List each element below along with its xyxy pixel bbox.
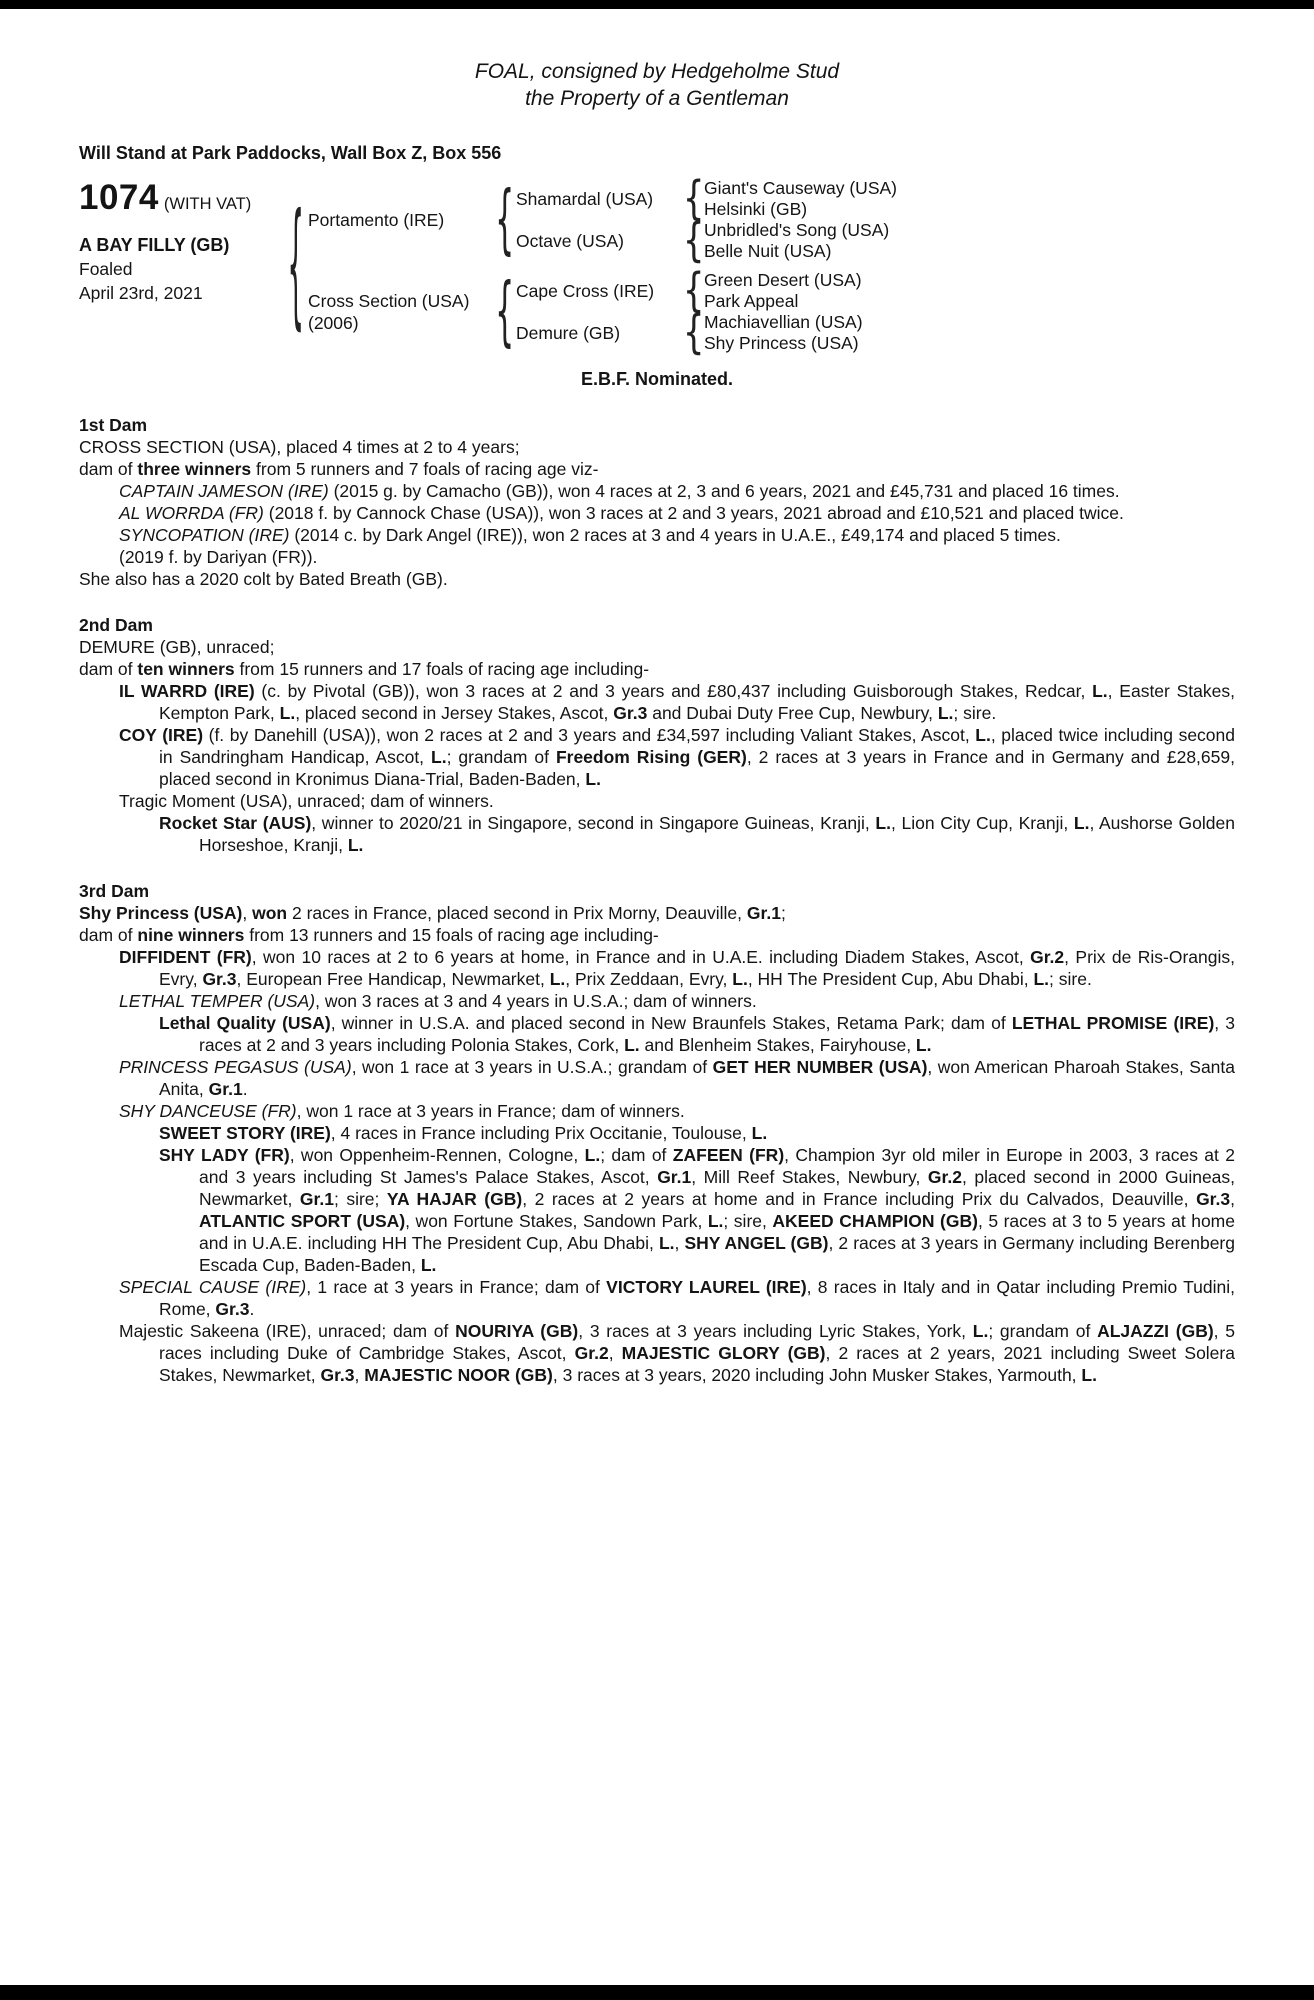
pedigree-paragraph: [79, 924, 1235, 946]
emphasis-run: SWEET STORY (IRE): [159, 1123, 331, 1143]
text-run: ; sire.: [1049, 969, 1092, 989]
emphasis-run: MAJESTIC NOOR (GB): [364, 1365, 553, 1385]
emphasis-run: L.: [1081, 1365, 1097, 1385]
emphasis-run: Freedom Rising (GER): [555, 747, 747, 767]
dam-section: [79, 614, 1235, 856]
property-line: the Property of a Gentleman: [525, 87, 789, 110]
text-run: from 15 runners and 17 foals of racing age including-: [234, 659, 650, 679]
pedigree-paragraph: [79, 546, 1235, 568]
text-run: from 5 runners and 7 foals of racing age viz-: [251, 459, 599, 479]
text-run: , 1 race at 3 years in France; dam of: [306, 1277, 607, 1297]
text-run: ,: [242, 903, 253, 923]
dam-parents: [516, 264, 1235, 360]
emphasis-run: IL WARRD (IRE): [119, 681, 255, 701]
text-run: ; dam of: [600, 1145, 673, 1165]
emphasis-run: L.: [347, 835, 364, 855]
pedigree-brace-icon: {: [683, 214, 705, 268]
text-run: and Blenheim Stakes, Fairyhouse,: [639, 1035, 916, 1055]
emphasis-run: Rocket Star (AUS): [159, 813, 312, 833]
emphasis-run: GET HER NUMBER (USA): [712, 1057, 928, 1077]
dam-name: Cross Section (USA): [308, 291, 470, 311]
pedigree-paragraph: [79, 1056, 1235, 1100]
text-run: , 4 races in France including Prix Occitanie, Toulouse,: [330, 1123, 752, 1143]
text-run: (2015 g. by Camacho (GB)), won 4 races at 2, 3 and 6 years, 2021 and £45,731 and placed 16 times.: [328, 481, 1120, 501]
text-run: , won 10 races at 2 to 6 years at home, in France and in U.A.E. including Diadem Stakes, Ascot,: [251, 947, 1031, 967]
text-run: ; grandam of: [988, 1321, 1098, 1341]
pedigree-paragraph: [79, 502, 1235, 524]
text-run: , won Fortune Stakes, Sandown Park,: [405, 1211, 708, 1231]
pedigree-paragraph: [79, 524, 1235, 546]
emphasis-run: L.: [585, 769, 601, 789]
emphasis-run: SHY DANCEUSE (FR): [119, 1101, 297, 1121]
lot-row: [79, 178, 284, 218]
emphasis-run: Gr.3: [320, 1365, 355, 1385]
text-run: , Easter Stakes, Kempton Park,: [159, 681, 1235, 723]
text-run: 2 races in France, placed second in Prix Morny, Deauville,: [287, 903, 747, 923]
text-run: , Aushorse Golden Horseshoe, Kranji,: [199, 813, 1235, 855]
grandparent-name: Shamardal (USA): [516, 189, 654, 209]
emphasis-run: Gr.1: [208, 1079, 243, 1099]
pedigree-paragraph: [79, 790, 1235, 812]
text-run: ; sire,: [723, 1211, 773, 1231]
emphasis-run: L.: [975, 725, 991, 745]
emphasis-run: Gr.2: [927, 1167, 962, 1187]
text-run: DEMURE (GB), unraced;: [79, 637, 275, 657]
emphasis-run: VICTORY LAUREL (IRE): [606, 1277, 807, 1297]
emphasis-run: L.: [732, 969, 748, 989]
emphasis-run: Shy Princess (USA): [79, 903, 243, 923]
foaled-date: April 23rd, 2021: [79, 283, 203, 303]
pedigree-brace-icon: {: [683, 264, 705, 318]
emphasis-run: L.: [707, 1211, 724, 1231]
text-run: ; grandam of: [446, 747, 556, 767]
text-run: ;: [780, 903, 786, 923]
grandsire-row: [516, 172, 1235, 226]
text-run: Majestic Sakeena (IRE), unraced; dam of: [119, 1321, 456, 1341]
emphasis-run: L.: [1033, 969, 1050, 989]
granddam-row: [516, 214, 1235, 268]
text-run: , won 3 races at 3 and 4 years in U.S.A.; dam of winners.: [315, 991, 757, 1011]
ancestor-name: Belle Nuit (USA): [704, 241, 832, 261]
emphasis-run: NOURIYA (GB): [455, 1321, 579, 1341]
sire-half: [308, 172, 1235, 268]
text-run: , Lion City Cup, Kranji,: [890, 813, 1074, 833]
emphasis-run: Gr.2: [574, 1343, 609, 1363]
pedigree-table: [79, 172, 1235, 360]
ancestor-name: Helsinki (GB): [704, 199, 808, 219]
pedigree-paragraph: [79, 724, 1235, 790]
text-run: dam of: [79, 659, 138, 679]
dam-section: [79, 414, 1235, 590]
emphasis-run: MAJESTIC GLORY (GB): [621, 1343, 826, 1363]
grandparent-name: Octave (USA): [516, 231, 624, 251]
pedigree-paragraph: [79, 680, 1235, 724]
text-run: , 5 races including Duke of Cambridge Stakes, Ascot,: [159, 1321, 1236, 1363]
emphasis-run: SYNCOPATION (IRE): [119, 525, 290, 545]
text-run: .: [249, 1299, 255, 1319]
emphasis-run: AKEED CHAMPION (GB): [772, 1211, 978, 1231]
text-run: , placed second in 2000 Guineas, Newmarket,: [199, 1167, 1236, 1209]
grandparent-name: Cape Cross (IRE): [516, 281, 655, 301]
emphasis-run: ZAFEEN (FR): [672, 1145, 785, 1165]
ancestor-name: Giant's Causeway (USA): [704, 178, 897, 198]
pedigree-paragraph: [79, 436, 1235, 458]
pedigree-paragraph: [79, 1276, 1235, 1320]
horse-description: A BAY FILLY (GB): [79, 235, 230, 255]
text-run: ,: [608, 1343, 622, 1363]
foaled-label: Foaled: [79, 259, 133, 279]
emphasis-run: L.: [624, 1035, 640, 1055]
emphasis-run: SHY LADY (FR): [159, 1145, 290, 1165]
emphasis-run: Gr.3: [202, 969, 237, 989]
text-run: dam of: [79, 459, 138, 479]
pedigree-paragraph: [79, 1144, 1235, 1276]
sire-parents: [516, 172, 1235, 268]
dam-year: (2006): [308, 313, 359, 333]
dam-half: [308, 264, 1235, 360]
emphasis-run: CAPTAIN JAMESON (IRE): [119, 481, 329, 501]
pedigree-paragraph: [79, 902, 1235, 924]
dam-section: [79, 880, 1235, 1386]
emphasis-run: L.: [875, 813, 891, 833]
dam-sections: [79, 414, 1235, 1386]
pedigree-brace-icon: {: [683, 172, 705, 226]
emphasis-run: Gr.3: [215, 1299, 250, 1319]
emphasis-run: LETHAL TEMPER (USA): [119, 991, 316, 1011]
text-run: from 13 runners and 15 foals of racing age including-: [244, 925, 659, 945]
emphasis-run: won: [252, 903, 288, 923]
stand-location: Will Stand at Park Paddocks, Wall Box Z, Box 556: [79, 143, 502, 163]
pedigree-paragraph: [79, 458, 1235, 480]
sire-name: Portamento (IRE): [308, 210, 445, 230]
grandparent-name: Demure (GB): [516, 323, 621, 343]
text-run: , 3 races at 3 years, 2020 including John Musker Stakes, Yarmouth,: [552, 1365, 1082, 1385]
emphasis-run: Gr.1: [299, 1189, 334, 1209]
text-run: , 2 races at 3 years in France and in Germany and £28,659, placed second in Kronimus Diana-Trial, Baden-Baden,: [159, 747, 1235, 789]
pedigree-brace-root-icon: {: [287, 187, 305, 345]
emphasis-run: Lethal Quality (USA): [159, 1013, 331, 1033]
lot-info: [79, 178, 284, 354]
dam-cell: [308, 290, 494, 334]
pedigree-brace-icon: {: [495, 268, 515, 356]
text-run: , Champion 3yr old miler in Europe in 2003, 3 races at 2 and 3 years including St James's Palace Stakes, Ascot,: [199, 1145, 1235, 1187]
text-run: , placed second in Jersey Stakes, Ascot,: [295, 703, 614, 723]
emphasis-run: L.: [915, 1035, 932, 1055]
ancestor-name: Machiavellian (USA): [704, 312, 863, 332]
pedigree-paragraph: [79, 812, 1235, 856]
emphasis-run: nine winners: [137, 925, 245, 945]
text-run: (2019 f. by Dariyan (FR)).: [119, 547, 318, 567]
text-run: (2014 c. by Dark Angel (IRE)), won 2 races at 3 and 4 years in U.A.E., £49,174 and placed 5 times.: [289, 525, 1061, 545]
text-run: , European Free Handicap, Newmarket,: [236, 969, 550, 989]
emphasis-run: L.: [751, 1123, 768, 1143]
text-run: , 3 races at 2 and 3 years including Polonia Stakes, Cork,: [199, 1013, 1236, 1055]
pedigree-paragraph: [79, 1100, 1235, 1122]
granddam-row: [516, 306, 1235, 360]
sire-cell: [308, 209, 494, 231]
section-heading: 3rd Dam: [79, 881, 150, 901]
emphasis-run: L.: [1092, 681, 1108, 701]
text-run: (2018 f. by Cannock Chase (USA)), won 3 races at 2 and 3 years, 2021 abroad and £10,521 and placed twice.: [263, 503, 1124, 523]
pedigree-paragraph: [79, 658, 1235, 680]
text-run: ,: [354, 1365, 365, 1385]
emphasis-run: DIFFIDENT (FR): [119, 947, 252, 967]
scan-border-bottom: [0, 1985, 1314, 2000]
text-run: ; sire.: [953, 703, 997, 723]
emphasis-run: Gr.3: [613, 703, 648, 723]
text-run: , Mill Reef Stakes, Newbury,: [691, 1167, 928, 1187]
text-run: (c. by Pivotal (GB)), won 3 races at 2 and 3 years and £80,437 including Guisborough Stakes, Redcar,: [254, 681, 1093, 701]
emphasis-run: L.: [279, 703, 296, 723]
text-run: , 3 races at 3 years including Lyric Stakes, York,: [578, 1321, 973, 1341]
text-run: ; sire;: [333, 1189, 387, 1209]
vat-note: (WITH VAT): [163, 195, 252, 213]
pedigree-brace-icon: {: [495, 176, 515, 264]
text-run: , placed twice including second in Sandringham Handicap, Ascot,: [159, 725, 1236, 767]
section-heading: 2nd Dam: [79, 615, 153, 635]
emphasis-run: Gr.1: [657, 1167, 692, 1187]
consignor-line: FOAL, consigned by Hedgeholme Stud: [474, 60, 840, 83]
page-content: [0, 58, 1314, 1386]
text-run: , 2 races at 2 years at home and in France including Prix du Calvados, Deauville,: [522, 1189, 1197, 1209]
text-run: ,: [674, 1233, 685, 1253]
pedigree-brace-icon: {: [683, 306, 705, 360]
emphasis-run: Gr.2: [1030, 947, 1065, 967]
emphasis-run: Gr.3: [1196, 1189, 1231, 1209]
scan-border-top: [0, 0, 1314, 9]
emphasis-run: PRINCESS PEGASUS (USA): [119, 1057, 352, 1077]
text-run: , won 1 race at 3 years in U.S.A.; grandam of: [351, 1057, 713, 1077]
great-grandparents: [704, 312, 1235, 354]
text-run: dam of: [79, 925, 138, 945]
text-run: , Prix Zeddaan, Evry,: [565, 969, 733, 989]
grandsire-row: [516, 264, 1235, 318]
emphasis-run: L.: [584, 1145, 601, 1165]
text-run: , HH The President Cup, Abu Dhabi,: [747, 969, 1034, 989]
ebf-nominated-line: E.B.F. Nominated.: [580, 369, 733, 389]
text-run: , 2 races at 2 years, 2021 including Sweet Solera Stakes, Newmarket,: [159, 1343, 1235, 1385]
ancestor-name: Park Appeal: [704, 291, 799, 311]
emphasis-run: Gr.1: [746, 903, 781, 923]
emphasis-run: ALJAZZI (GB): [1097, 1321, 1214, 1341]
consignment-title: [79, 58, 1235, 112]
text-run: CROSS SECTION (USA), placed 4 times at 2 to 4 years;: [79, 437, 520, 457]
emphasis-run: L.: [420, 1255, 437, 1275]
great-grandparents: [704, 270, 1235, 312]
emphasis-run: L.: [1073, 813, 1090, 833]
text-run: and Dubai Duty Free Cup, Newbury,: [647, 703, 938, 723]
text-run: She also has a 2020 colt by Bated Breath (GB).: [79, 569, 448, 589]
emphasis-run: LETHAL PROMISE (IRE): [1011, 1013, 1215, 1033]
pedigree-paragraph: [79, 568, 1235, 590]
text-run: , Prix de Ris-Orangis, Evry,: [159, 947, 1235, 989]
text-run: , 2 races at 3 years in Germany including Berenberg Escada Cup, Baden-Baden,: [199, 1233, 1235, 1275]
pedigree-paragraph: [79, 480, 1235, 502]
text-run: ,: [1230, 1189, 1235, 1209]
pedigree-paragraph: [79, 990, 1235, 1012]
pedigree-paragraph: [79, 1012, 1235, 1056]
text-run: , won 1 race at 3 years in France; dam of winners.: [296, 1101, 685, 1121]
ancestor-name: Green Desert (USA): [704, 270, 862, 290]
text-run: , winner to 2020/21 in Singapore, second in Singapore Guineas, Kranji,: [311, 813, 876, 833]
text-run: , winner in U.S.A. and placed second in New Braunfels Stakes, Retama Park; dam of: [330, 1013, 1012, 1033]
pedigree-paragraph: [79, 946, 1235, 990]
pedigree-tree: [308, 172, 1235, 360]
emphasis-run: L.: [937, 703, 954, 723]
ancestor-name: Unbridled's Song (USA): [704, 220, 890, 240]
emphasis-run: YA HAJAR (GB): [386, 1189, 523, 1209]
text-run: , 8 races in Italy and in Qatar including Premio Tudini, Rome,: [159, 1277, 1235, 1319]
emphasis-run: L.: [972, 1321, 989, 1341]
text-run: , won Oppenheim-Rennen, Cologne,: [289, 1145, 585, 1165]
section-heading: 1st Dam: [79, 415, 148, 435]
text-run: Tragic Moment (USA), unraced; dam of winners.: [119, 791, 494, 811]
emphasis-run: SHY ANGEL (GB): [684, 1233, 829, 1253]
emphasis-run: AL WORRDA (FR): [119, 503, 264, 523]
emphasis-run: ten winners: [137, 659, 235, 679]
emphasis-run: SPECIAL CAUSE (IRE): [119, 1277, 307, 1297]
emphasis-run: COY (IRE): [119, 725, 204, 745]
text-run: .: [242, 1079, 248, 1099]
pedigree-paragraph: [79, 1122, 1235, 1144]
pedigree-paragraph: [79, 636, 1235, 658]
emphasis-run: ATLANTIC SPORT (USA): [199, 1211, 406, 1231]
great-grandparents: [704, 178, 1235, 220]
lot-number: 1074: [79, 178, 159, 217]
pedigree-paragraph: [79, 1320, 1235, 1386]
text-run: , 5 races at 3 to 5 years at home and in U.A.E. including HH The President Cup, Abu Dhabi,: [199, 1211, 1235, 1253]
great-grandparents: [704, 220, 1235, 262]
emphasis-run: L.: [549, 969, 566, 989]
text-run: (f. by Danehill (USA)), won 2 races at 2 and 3 years and £34,597 including Valiant Stakes, Ascot,: [203, 725, 976, 745]
text-run: , won American Pharoah Stakes, Santa Anita,: [159, 1057, 1236, 1099]
emphasis-run: L.: [658, 1233, 675, 1253]
emphasis-run: three winners: [137, 459, 252, 479]
emphasis-run: L.: [431, 747, 447, 767]
ancestor-name: Shy Princess (USA): [704, 333, 859, 353]
